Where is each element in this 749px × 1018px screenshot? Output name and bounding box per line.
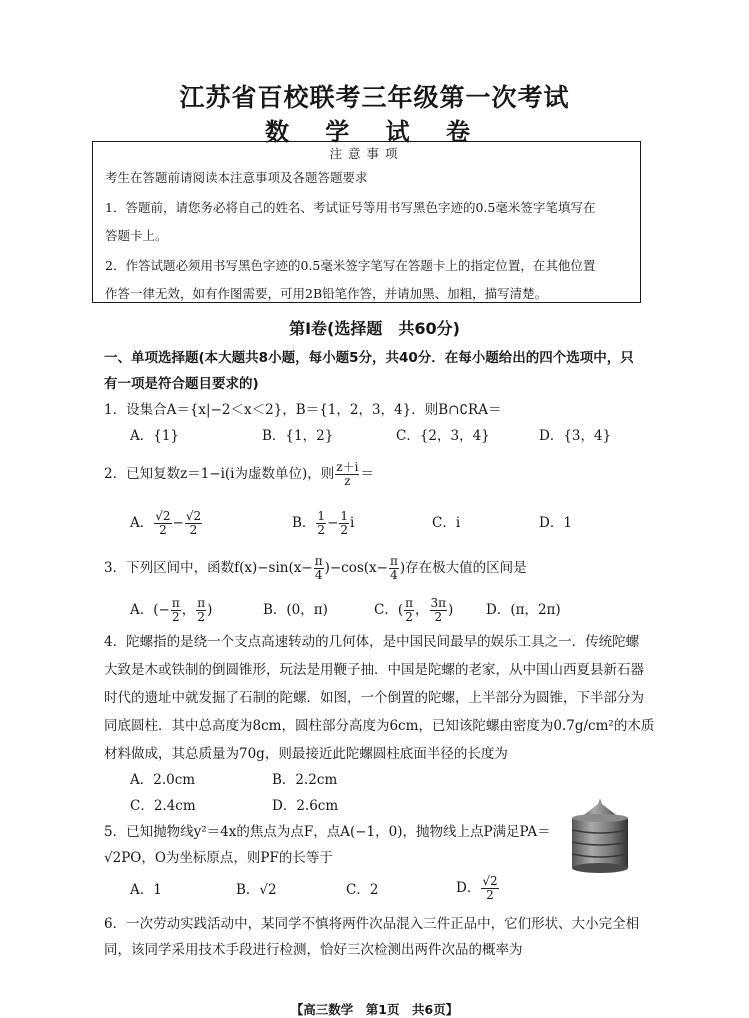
- q4-option-b: B．2.2cm: [272, 772, 338, 788]
- q4-option-d: D．2.6cm: [272, 798, 339, 814]
- q5-d-den: 2: [486, 887, 494, 902]
- q5-d-frac: [481, 875, 498, 902]
- q2-option-d: D．1: [539, 515, 572, 531]
- q2-frac-den: z: [344, 473, 351, 488]
- q1-option-b: B．{1，2}: [262, 428, 334, 444]
- notice-intro: 考生在答题前请阅读本注意事项及各题答题要求: [105, 170, 368, 185]
- exam-subtitle: 数 学 试 卷: [264, 118, 485, 146]
- q3-frac1: [314, 555, 324, 582]
- page-footer: 【高三数学 第1页 共6页】: [290, 1002, 459, 1017]
- q5-line2: √2PO，O为坐标原点，则PF的长等于: [104, 850, 333, 866]
- q5-d-label: D．: [456, 879, 481, 896]
- q3-frac2: [389, 555, 399, 582]
- notice-box: [92, 141, 641, 303]
- q3-c-end: ): [448, 601, 454, 618]
- q2-a-frac1: [154, 510, 171, 537]
- q1-option-d: D．{3，4}: [539, 428, 612, 444]
- q3-a-frac1: [171, 597, 181, 624]
- q2-option-a: [130, 505, 203, 541]
- q3-option-a: [130, 592, 212, 628]
- notice-item1-line2: 答题卡上。: [105, 228, 168, 243]
- q2-option-b-label: B．: [292, 514, 316, 531]
- q6-line2: 同，该同学采用技术手段进行检测，恰好三次检测出两件次品的概率为: [104, 942, 523, 958]
- q3-stem-a: 3．下列区间中，函数f(x)−sin(x−: [104, 559, 313, 576]
- q3-c-pre: C．(: [374, 601, 404, 618]
- q2-b-num2: 1: [340, 508, 349, 523]
- q3-frac1-den: 4: [314, 567, 323, 582]
- q4-line2: 大致是木或铁制的倒圆锥形，玩法是用鞭子抽．中国是陀螺的老家，从中国山西夏县新石器: [104, 662, 644, 678]
- q3-option-b: B．(0，π): [263, 602, 328, 618]
- q2-a-frac2: [185, 510, 202, 537]
- q3-c-frac1: [404, 597, 414, 624]
- exam-title: 江苏省百校联考三年级第一次考试: [179, 83, 570, 112]
- q3-frac2-den: 4: [390, 567, 398, 582]
- q2-tail: ＝: [360, 465, 374, 482]
- q3-c-num1: π: [405, 595, 413, 610]
- q6-line1: 6．一次劳动实践活动中，某同学不慎将两件次品混入三件正品中，它们形状、大小完全相: [104, 916, 640, 932]
- section-heading: 第Ⅰ卷(选择题 共60分): [289, 319, 460, 338]
- q5-option-b: B．√2: [236, 882, 277, 898]
- q4-line5: 材料做成，其总质量为70g，则最接近此陀螺圆柱底面半径的长度为: [104, 746, 508, 762]
- q2-fraction: [335, 461, 359, 488]
- q2-option-b: [292, 505, 354, 541]
- part1-line1: 一、单项选择题(本大题共8小题，每小题5分，共40分．在每小题给出的四个选项中，只: [104, 350, 634, 366]
- q2-a-den2: 2: [189, 522, 198, 537]
- q3-c-frac2: [430, 597, 448, 624]
- q2-a-den1: 2: [159, 522, 167, 537]
- notice-item1-line1: 1．答题前，请您务必将自己的姓名、考试证号等用书写黑色字迹的0.5毫米签字笔填写在: [105, 200, 596, 215]
- q3-a-end: ): [207, 601, 213, 618]
- q4-line1: 4．陀螺指的是绕一个支点高速转动的几何体，是中国民间最早的娱乐工具之一．传统陀螺: [104, 634, 640, 650]
- q3-option-c: [374, 592, 453, 628]
- q3-stem-c: )存在极大值的区间是: [399, 559, 527, 576]
- q5-option-c: C．2: [346, 882, 379, 898]
- q2-a-num2: √2: [185, 508, 202, 523]
- q2-frac-num: z＋i: [336, 459, 359, 474]
- q3-a-den1: 2: [171, 609, 180, 624]
- q2-b-den2: 2: [340, 522, 349, 537]
- q5-d-num: √2: [482, 873, 498, 888]
- q3-a-den2: 2: [197, 609, 205, 624]
- q2-option-a-label: A．: [130, 514, 154, 531]
- q4-line3: 时代的遗址中就发掘了石制的陀螺．如图，一个倒置的陀螺，上半部分为圆锥，下半部分为: [104, 690, 644, 706]
- q2-a-minus: −: [172, 514, 184, 531]
- q4-line4: 同底圆柱．其中总高度为8cm，圆柱部分高度为6cm，已知该陀螺由密度为0.7g/cm²的木质: [104, 718, 655, 734]
- q3-c-den1: 2: [405, 609, 413, 624]
- q1-stem: 1．设集合A＝{x|−2＜x＜2}，B＝{1，2，3，4}．则B∩∁RA＝: [104, 402, 502, 418]
- q2-stem-row: [104, 454, 374, 494]
- q3-c-den2: 2: [434, 609, 443, 624]
- q2-b-i: i: [350, 514, 355, 531]
- part1-line2: 有一项是符合题目要求的): [104, 376, 259, 392]
- notice-item2-line1: 2．作答试题必须用书写黑色字迹的0.5毫米签字笔写在答题卡上的指定位置，在其他位置: [105, 258, 596, 273]
- q3-a-frac2: [196, 597, 206, 624]
- q4-option-a: A．2.0cm: [130, 772, 196, 788]
- notice-heading: 注意事项: [329, 146, 404, 161]
- spinning-top-image: [560, 796, 640, 876]
- q3-a-num2: π: [197, 595, 206, 610]
- q3-c-mid: ，: [415, 601, 429, 618]
- q4-option-c: C．2.4cm: [130, 798, 196, 814]
- q1-option-c: C．{2，3，4}: [396, 428, 490, 444]
- q3-stem-b: )−cos(x−: [324, 559, 388, 576]
- q5-option-d: [456, 870, 500, 906]
- q2-b-minus: −: [327, 514, 339, 531]
- q3-option-d: D．(π，2π): [486, 602, 561, 618]
- q1-option-a: A．{1}: [130, 428, 180, 444]
- q5-line1: 5．已知抛物线y²＝4x的焦点为点F，点A(−1，0)，抛物线上点P满足PA＝: [104, 824, 551, 840]
- q3-frac2-num: π: [389, 553, 398, 568]
- q2-option-c: C．i: [432, 515, 461, 531]
- q3-stem-row: [104, 550, 527, 586]
- q2-b-num1: 1: [317, 508, 326, 523]
- q2-b-frac1: [316, 510, 326, 537]
- q2-stem: 2．已知复数z＝1−i(i为虚数单位)，则: [104, 465, 335, 482]
- q2-b-den1: 2: [317, 522, 326, 537]
- notice-item2-line2: 作答一律无效，如有作图需要，可用2B铅笔作答，并请加黑、加粗，描写清楚。: [105, 286, 548, 301]
- q3-frac1-num: π: [314, 553, 323, 568]
- q5-option-a: A．1: [130, 882, 162, 898]
- q3-a-mid: ，: [181, 601, 196, 618]
- q3-c-num2: 3π: [430, 595, 447, 610]
- q3-a-num1: π: [171, 595, 180, 610]
- q2-b-frac2: [339, 510, 349, 537]
- q2-a-num1: √2: [155, 508, 171, 523]
- q3-a-pre: A．(−: [130, 601, 170, 618]
